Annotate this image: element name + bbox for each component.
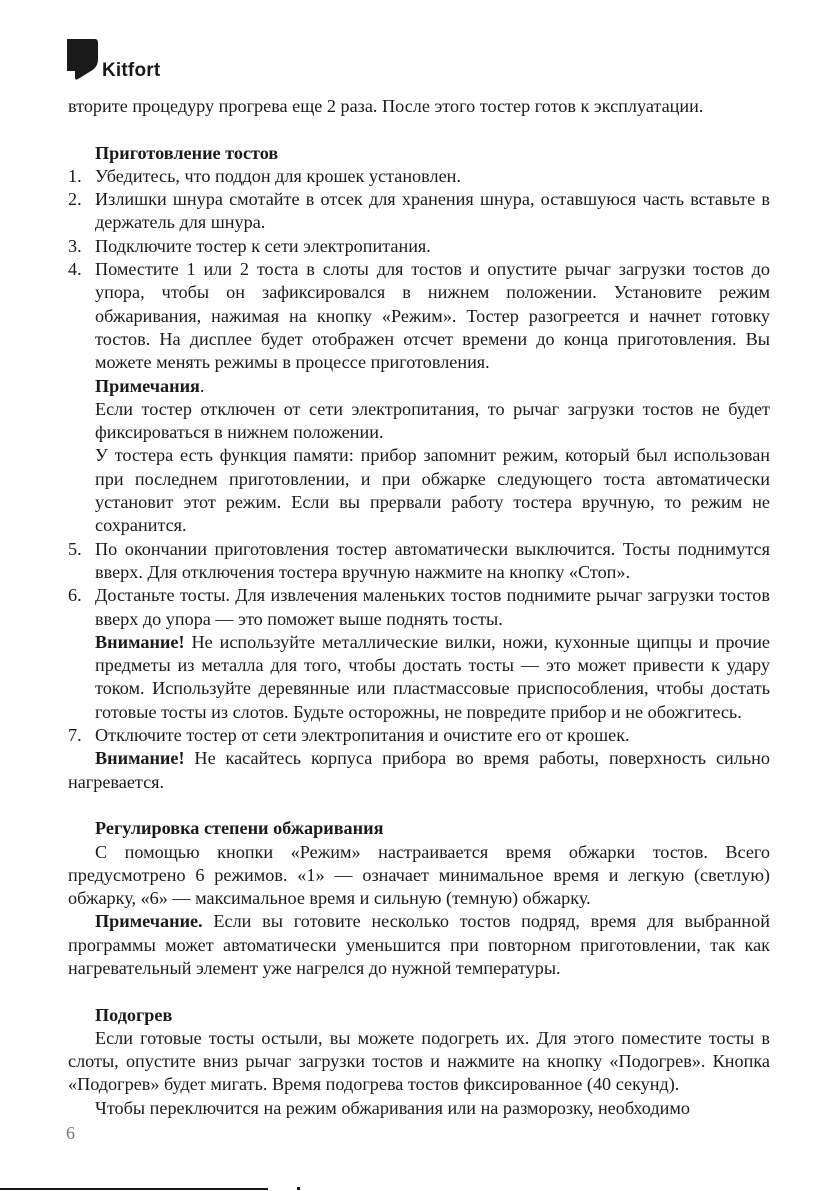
- list-item: 4. Поместите 1 или 2 тоста в слоты для тостов и опустите рычаг загрузки тостов до упора, чтобы он зафиксировался в нижнем положении. Установите режим обжаривания, нажимая на кнопку «Режим». Тостер разогреется и начнет готовку тостов. На дисплее будет отображен отсчет времени до конца приготовления. Вы можете менять режимы в процессе приготовления. Примечания. Если тостер отключен от сети электропитания, то рычаг загрузки тостов не будет фиксироваться в нижнем положении. У тостера есть функция памяти: прибор запомнит режим, который был использован при последнем приготовлении, и при обжарке следующего тоста автоматически установит этот режим. Если вы прервали работу тостера вручную, то режим не сохранится.: [68, 258, 770, 538]
- browning-paragraph: С помощью кнопки «Режим» настраивается время обжарки тостов. Всего предусмотрено 6 режимов. «1» — означает минимальное время и легкую (светлую) обжарку, «6» — максимальное время и сильную (темную) обжарку.: [68, 841, 770, 909]
- bottom-rule: [0, 1188, 268, 1190]
- reheat-paragraph: Если готовые тосты остыли, вы можете подогреть их. Для этого поместите тосты в слоты, опустите вниз рычаг загрузки тостов и нажмите на кнопку «Подогрев». Кнопка «Подогрев» будет мигать. Время подогрева тостов фиксированное (40 секунд).: [68, 1027, 770, 1095]
- bottom-mark: [297, 1187, 300, 1190]
- intro-paragraph: вторите процедуру прогрева еще 2 раза. После этого тостер готов к эксплуатации.: [68, 96, 704, 116]
- list-item: 3. Подключите тостер к сети электропитания.: [68, 235, 431, 256]
- warning-metal: Внимание! Не используйте металлические вилки, ножи, кухонные щипцы и прочие предметы из металла для того, чтобы достать тосты — это может привести к удару током. Используйте деревянные или пластмассовые приспособления, чтобы достать готовые тосты из слотов. Будьте осторожны, не повредите прибор и не обожгитесь.: [95, 631, 770, 722]
- notes-heading: Примечания.: [95, 375, 205, 396]
- list-item: 2. Излишки шнура смотайте в отсек для хранения шнура, оставшуюся часть вставьте в держатель для шнура.: [68, 189, 770, 233]
- list-item: 6. Достаньте тосты. Для извлечения маленьких тостов поднимите рычаг загрузки тостов вверх до упора — это поможет выше поднять тосты. Внимание! Не используйте металлические вилки, ножи, кухонные щипцы и прочие предметы из металла для того, чтобы достать тосты — это может привести к удару током. Используйте деревянные или пластмассовые приспособления, чтобы достать готовые тосты из слотов. Будьте осторожны, не повредите прибор и не обожгитесь.: [68, 584, 770, 724]
- list-item: 7. Отключите тостер от сети электропитания и очистите его от крошек.: [68, 725, 630, 746]
- page-number: 6: [66, 1123, 75, 1143]
- toasting-steps-list: [68, 165, 770, 747]
- warning-hot-surface: Внимание! Не касайтесь корпуса прибора во время работы, поверхность сильно нагревается.: [68, 748, 770, 792]
- section-title-toasting: Приготовление тостов: [95, 142, 279, 163]
- note-1: Если тостер отключен от сети электропитания, то рычаг загрузки тостов не будет фиксироваться в нижнем положении.: [95, 398, 770, 443]
- section-title-browning: Регулировка степени обжаривания: [95, 818, 384, 839]
- list-item: 5. По окончании приготовления тостер автоматически выключится. Тосты поднимутся вверх. Для отключения тостера вручную нажмите на кнопку «Стоп».: [68, 538, 770, 582]
- kitfort-logo-icon: [65, 37, 99, 81]
- reheat-paragraph-2: Чтобы переключится на режим обжаривания или на разморозку, необходимо: [95, 1097, 690, 1118]
- brand-name: Kitfort: [102, 60, 161, 81]
- note-2: У тостера есть функция памяти: прибор запомнит режим, который был использован при последнем приготовлении, и при обжарке следующего тоста автоматически установит этот режим. Если вы прервали работу тостера вручную, то режим не сохранится.: [95, 445, 770, 536]
- list-item: 1. Убедитесь, что поддон для крошек установлен.: [68, 165, 461, 186]
- section-title-reheat: Подогрев: [95, 1004, 173, 1025]
- brand-logo: [65, 37, 160, 81]
- browning-note: Примечание. Если вы готовите несколько тостов подряд, время для выбранной программы может автоматически уменьшится при повторном приготовлении, так как нагревательный элемент уже нагрелся до нужной температуры.: [68, 911, 770, 978]
- page-content: [68, 95, 770, 1120]
